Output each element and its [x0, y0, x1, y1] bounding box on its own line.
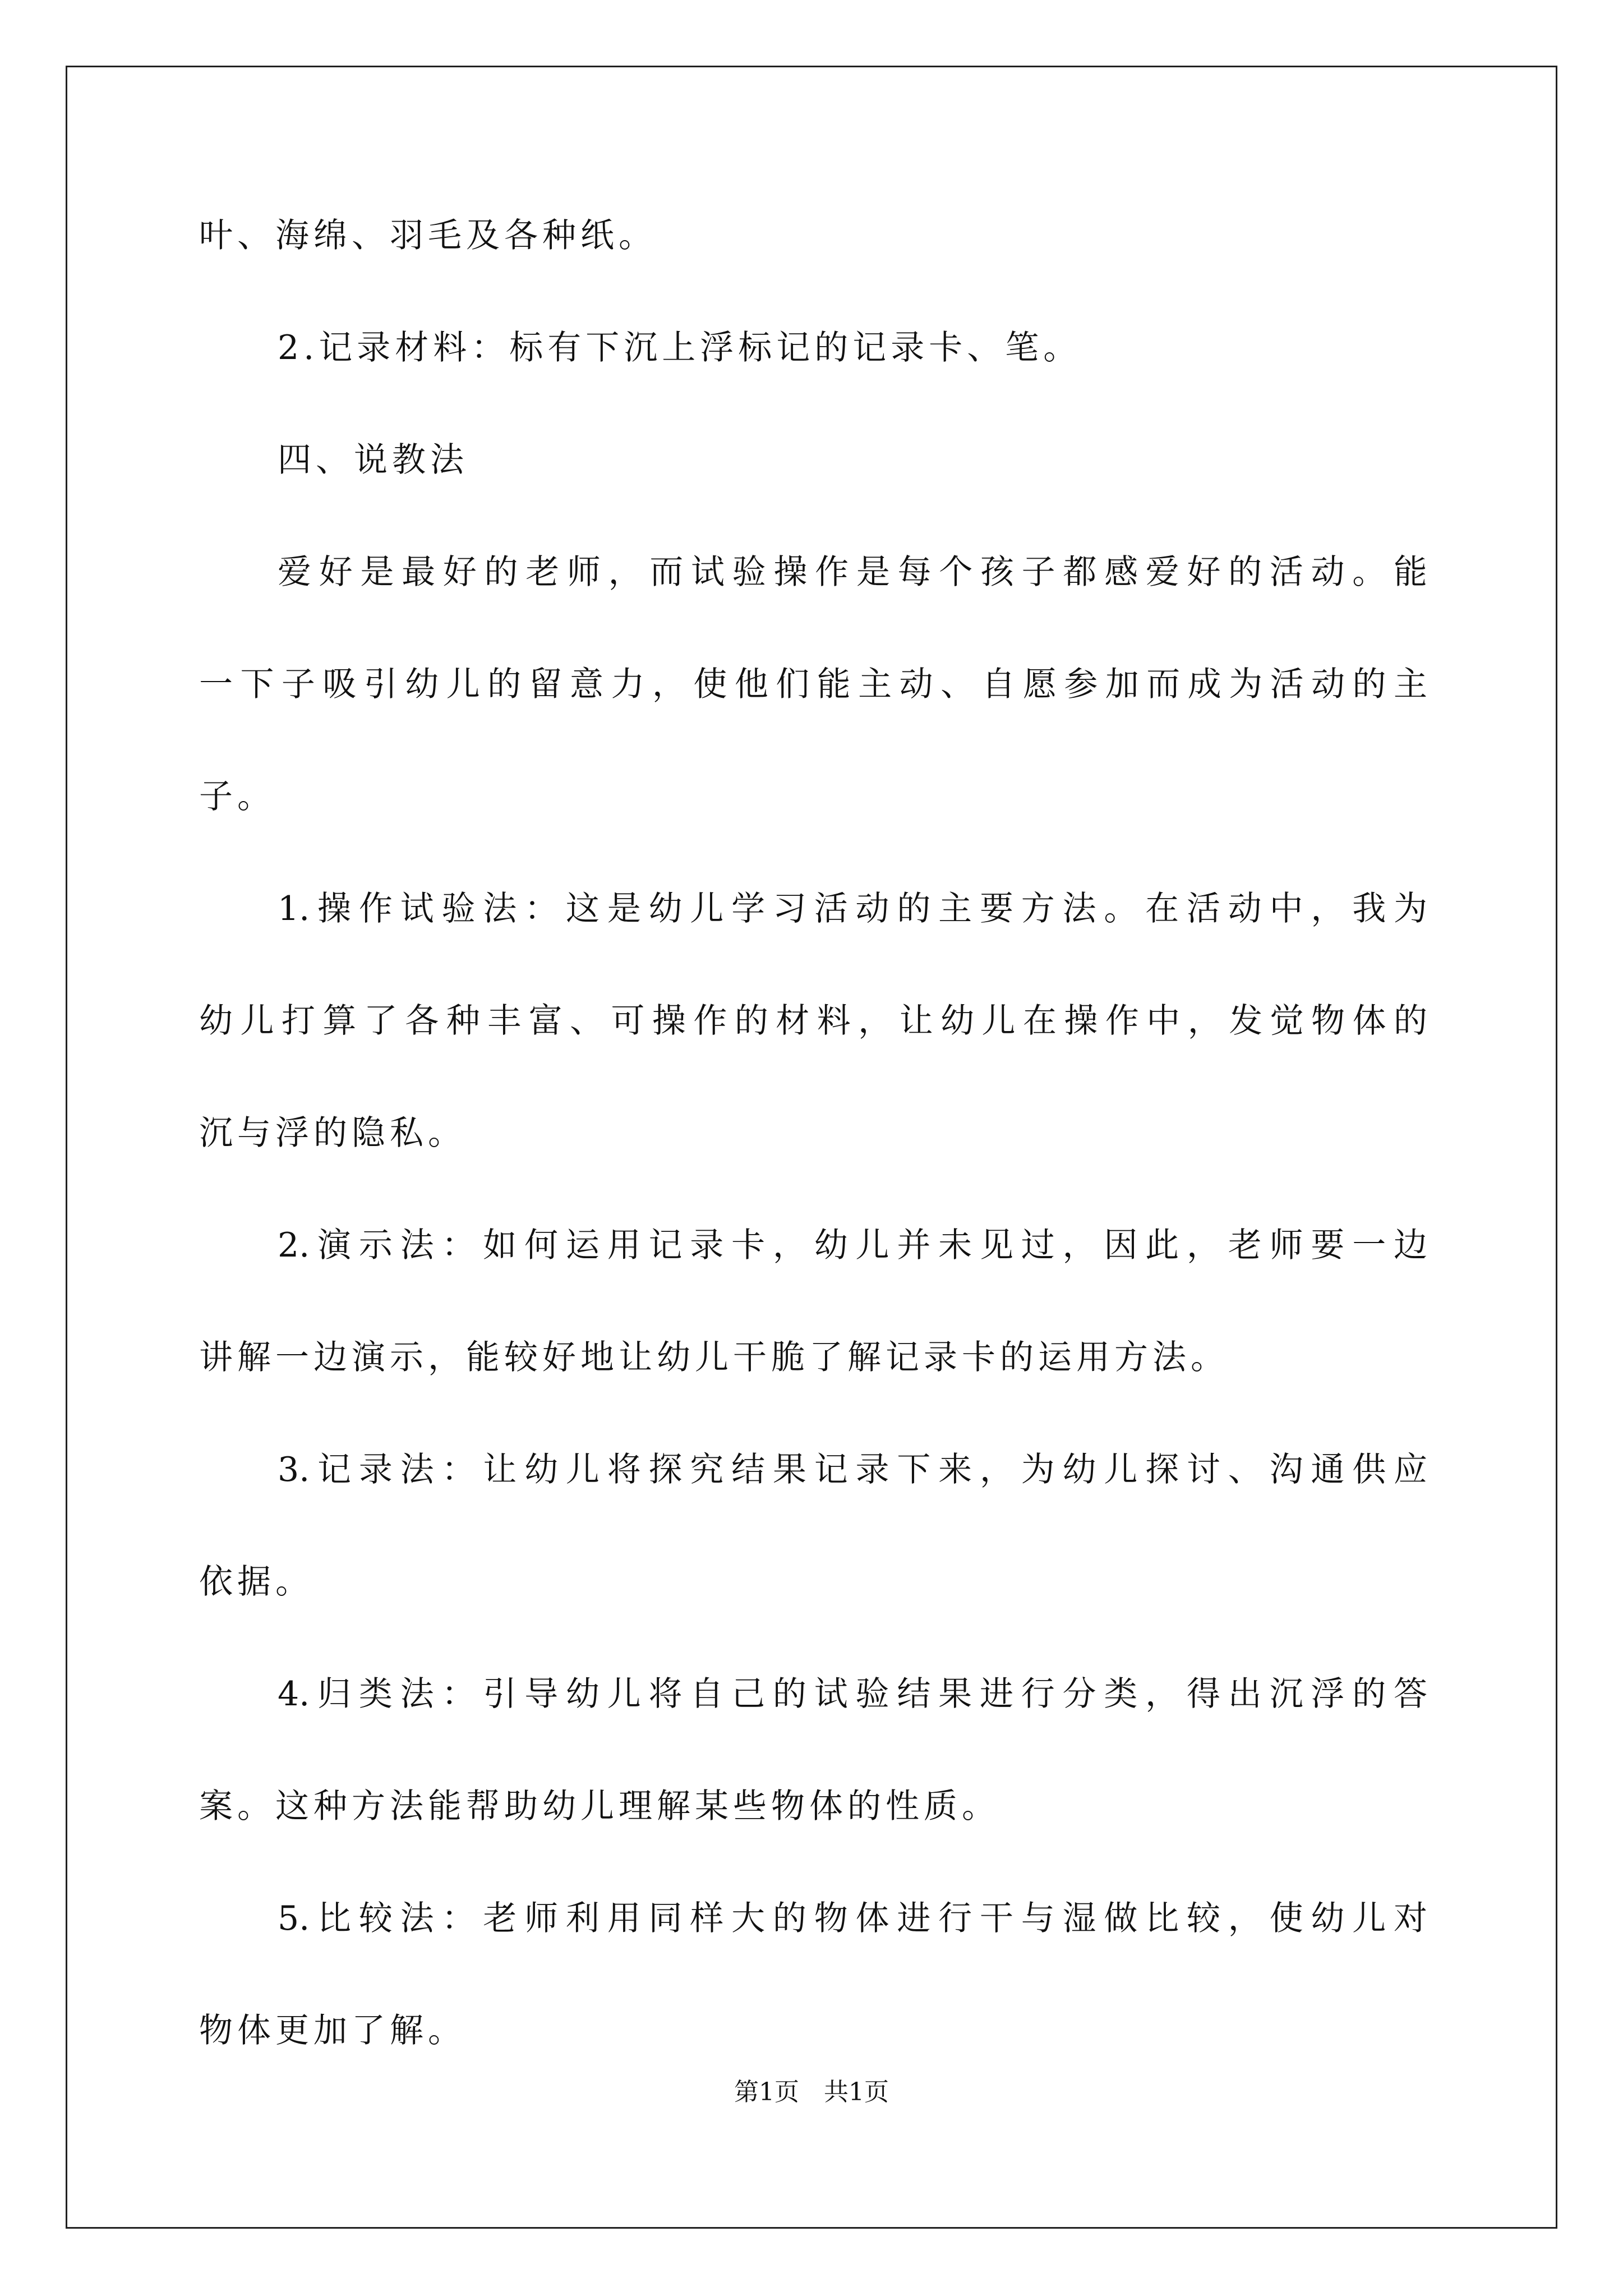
text-line: 讲解一边演示，能较好地让幼儿干脆了解记录卡的运用方法。 — [199, 1338, 1229, 1377]
text-line: 一下子吸引幼儿的留意力，使他们能主动、自愿参加而成为活动的主 — [199, 665, 1427, 704]
page-footer: 第1页 共1页 — [734, 2078, 889, 2106]
text-line: 2.演示法：如何运用记录卡，幼儿并未见过，因此，老师要一边 — [278, 1226, 1427, 1265]
text-line: 依据。 — [199, 1562, 313, 1602]
text-line: 3.记录法：让幼儿将探究结果记录下来，为幼儿探讨、沟通供应 — [278, 1450, 1427, 1489]
text-line: 物体更加了解。 — [199, 2011, 466, 2050]
text-line: 5.比较法：老师利用同样大的物体进行干与湿做比较，使幼儿对 — [278, 1899, 1427, 1938]
text-line: 爱好是最好的老师，而试验操作是每个孩子都感爱好的活动。能 — [278, 553, 1427, 592]
text-line: 叶、海绵、羽毛及各种纸。 — [199, 216, 657, 255]
text-line: 沉与浮的隐私。 — [199, 1114, 466, 1153]
section-heading: 四、说教法 — [278, 440, 468, 480]
text-line: 子。 — [199, 777, 275, 816]
text-line: 2.记录材料：标有下沉上浮标记的记录卡、笔。 — [278, 328, 1082, 367]
text-line: 1.操作试验法：这是幼儿学习活动的主要方法。在活动中，我为 — [278, 889, 1427, 928]
text-line: 案。这种方法能帮助幼儿理解某些物体的性质。 — [199, 1787, 1000, 1826]
text-line: 幼儿打算了各种丰富、可操作的材料，让幼儿在操作中，发觉物体的 — [199, 1001, 1427, 1041]
text-line: 4.归类法：引导幼儿将自己的试验结果进行分类，得出沉浮的答 — [278, 1674, 1427, 1714]
